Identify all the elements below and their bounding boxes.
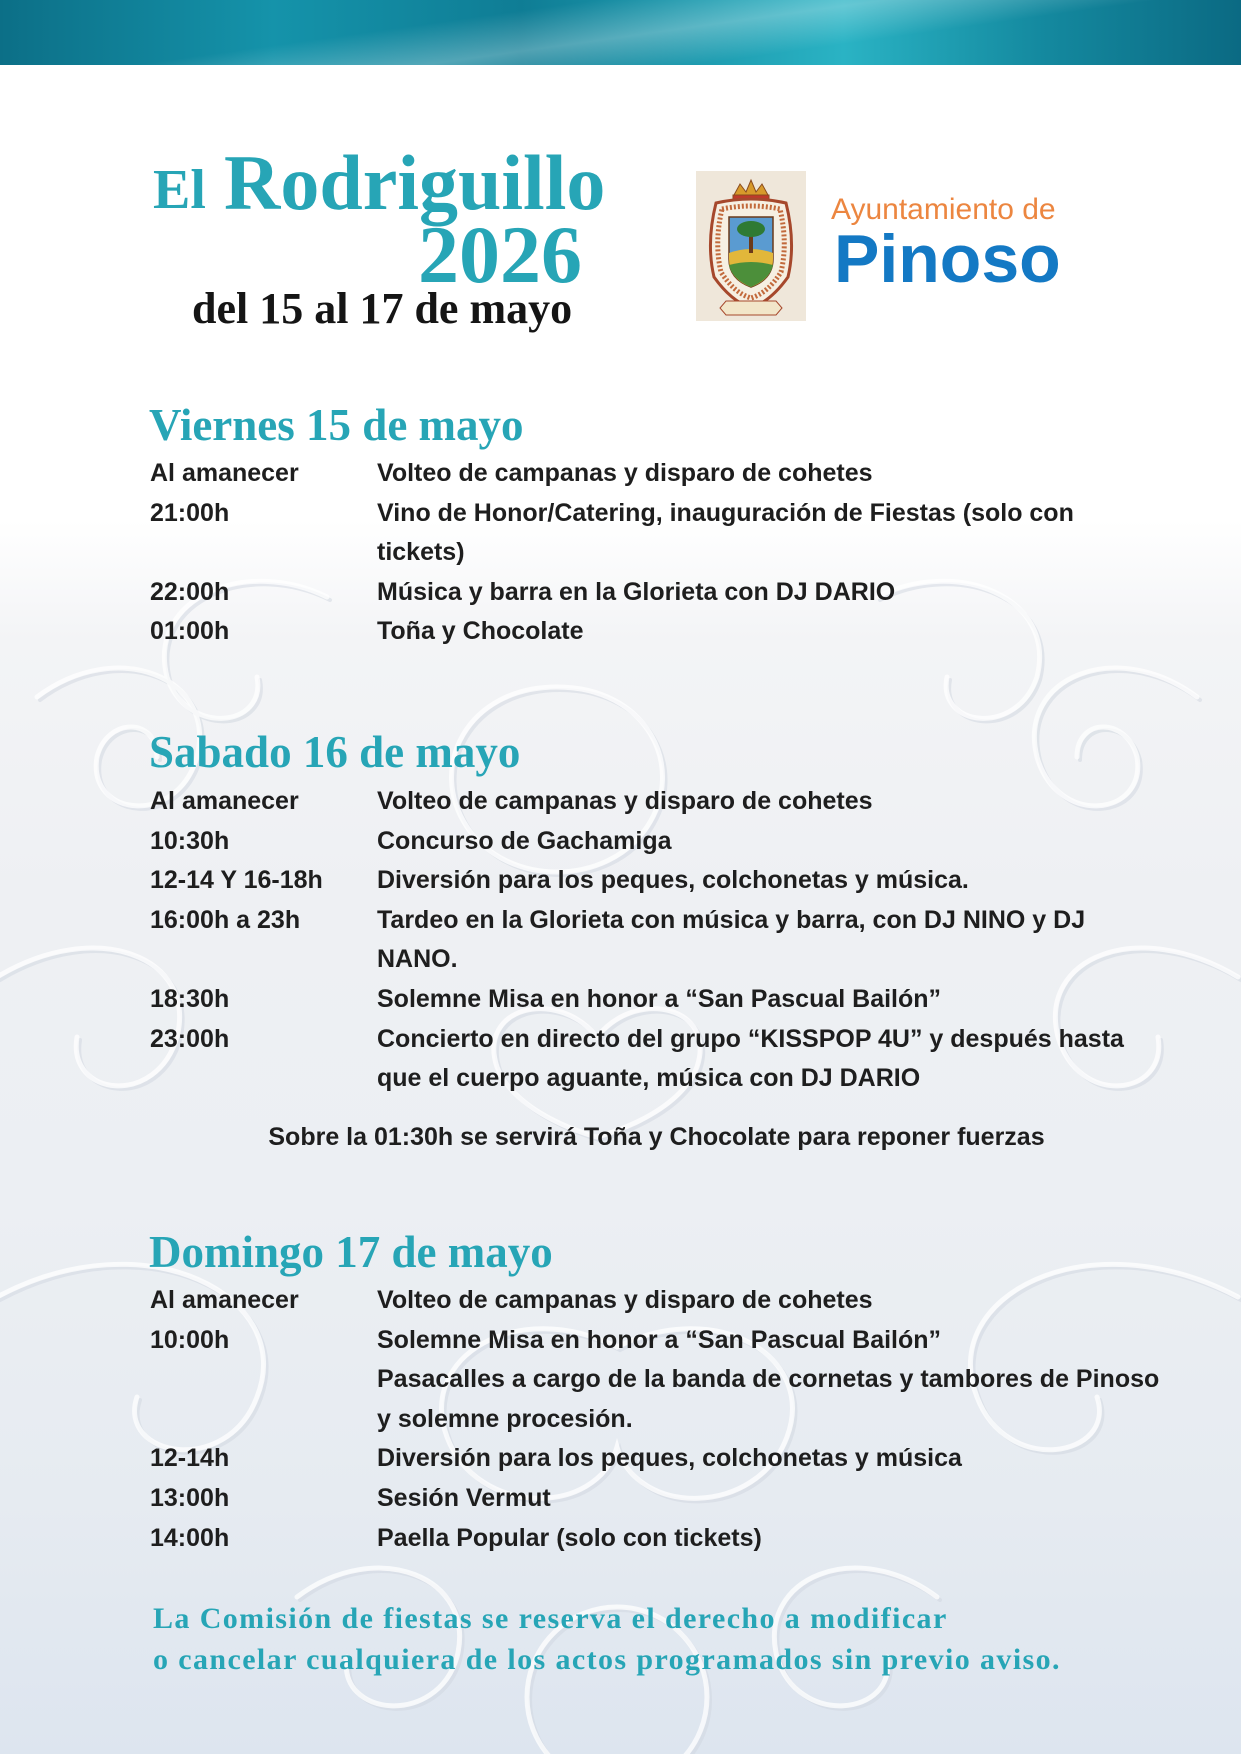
- event-year: 2026: [418, 209, 582, 300]
- event-row: [150, 1321, 1163, 1361]
- event-description-line: Música y barra en la Glorieta con DJ DARIO: [377, 577, 896, 606]
- event-description: [377, 1281, 1163, 1321]
- event-description-line: Tardeo en la Glorieta con música y barra, con DJ NINO y DJ: [377, 905, 1086, 934]
- event-description: [377, 573, 1163, 613]
- event-row: [150, 980, 1163, 1020]
- event-description-line: Concurso de Gachamiga: [377, 826, 672, 855]
- event-description: [377, 1321, 1163, 1361]
- event-description: [377, 494, 1163, 573]
- event-time: 12-14 Y 16-18h: [150, 866, 323, 895]
- event-description: [377, 454, 1163, 494]
- day-heading-sunday: Domingo 17 de mayo: [149, 1227, 553, 1277]
- event-time: 21:00h: [150, 498, 230, 527]
- event-description: [377, 782, 1163, 822]
- event-description-line: tickets): [377, 538, 465, 567]
- footer-disclaimer-line: La Comisión de fiestas se reserva el derecho a modificar: [153, 1602, 948, 1635]
- event-time: 10:30h: [150, 826, 230, 855]
- event-row: [150, 901, 1163, 980]
- footer-disclaimer: [153, 1598, 1061, 1680]
- event-description-line: Solemne Misa en honor a “San Pascual Bailón”: [377, 1325, 942, 1354]
- event-row: [150, 782, 1163, 822]
- event-description: [377, 861, 1163, 901]
- event-description: [377, 822, 1163, 862]
- saturday-events: [150, 782, 1163, 1099]
- event-row: [150, 1439, 1163, 1479]
- event-time: 01:00h: [150, 617, 230, 646]
- event-description: [377, 1439, 1163, 1479]
- event-description: [377, 1479, 1163, 1519]
- top-banner: [0, 0, 1241, 65]
- event-description: [377, 1519, 1163, 1559]
- event-row: [150, 1479, 1163, 1519]
- event-time: [150, 1360, 377, 1439]
- event-description-line: Paella Popular (solo con tickets): [377, 1523, 762, 1552]
- event-description-line: NANO.: [377, 945, 458, 974]
- event-description-line: Solemne Misa en honor a “San Pascual Bailón”: [377, 984, 942, 1013]
- event-row: [150, 494, 1163, 573]
- event-description-line: Volteo de campanas y disparo de cohetes: [377, 787, 873, 815]
- event-description-line: Toña y Chocolate: [377, 617, 584, 646]
- sunday-events: [150, 1281, 1163, 1558]
- event-time: 10:00h: [150, 1325, 230, 1354]
- footer-disclaimer-line: o cancelar cualquiera de los actos programados sin previo aviso.: [153, 1643, 1061, 1676]
- event-description-line: Diversión para los peques, colchonetas y música.: [377, 866, 969, 895]
- saturday-note: Sobre la 01:30h se servirá Toña y Chocolate para reponer fuerzas: [268, 1123, 1045, 1151]
- event-description-line: Volteo de campanas y disparo de cohetes: [377, 1286, 873, 1314]
- event-time: Al amanecer: [150, 459, 299, 487]
- event-description-line: Volteo de campanas y disparo de cohetes: [377, 459, 873, 487]
- event-row: [150, 822, 1163, 862]
- event-description: [377, 980, 1163, 1020]
- event-description-line: Concierto en directo del grupo “KISSPOP 4U” y después hasta: [377, 1024, 1124, 1053]
- event-dates: del 15 al 17 de mayo: [192, 284, 573, 333]
- event-row: [150, 454, 1163, 494]
- logo-ayuntamiento-text: Ayuntamiento de: [831, 193, 1056, 226]
- event-description-line: Vino de Honor/Catering, inauguración de Fiestas (solo con: [377, 498, 1074, 527]
- event-title-article: El: [153, 159, 206, 221]
- event-description-line: que el cuerpo aguante, música con DJ DARIO: [377, 1064, 921, 1093]
- event-description: [377, 901, 1163, 980]
- event-description-line: Diversión para los peques, colchonetas y música: [377, 1444, 962, 1473]
- event-time: Al amanecer: [150, 1286, 299, 1314]
- event-time: 13:00h: [150, 1483, 230, 1512]
- friday-events: [150, 454, 1163, 652]
- event-time: 14:00h: [150, 1523, 230, 1552]
- event-row: [150, 1281, 1163, 1321]
- event-time: 12-14h: [150, 1444, 230, 1473]
- event-title-name: Rodriguillo: [224, 139, 606, 226]
- event-row: [150, 612, 1163, 652]
- event-row: [150, 861, 1163, 901]
- event-time: 23:00h: [150, 1024, 230, 1053]
- event-time: 16:00h a 23h: [150, 905, 301, 934]
- event-row: [150, 1020, 1163, 1099]
- event-description-line: Sesión Vermut: [377, 1483, 551, 1512]
- coat-of-arms-icon: [696, 171, 806, 321]
- event-row: [150, 1519, 1163, 1559]
- event-row: [150, 1360, 1163, 1439]
- event-time: 22:00h: [150, 577, 230, 606]
- day-heading-saturday: Sabado 16 de mayo: [149, 727, 521, 777]
- event-row: [150, 573, 1163, 613]
- day-heading-friday: Viernes 15 de mayo: [149, 400, 524, 450]
- event-time: Al amanecer: [150, 787, 299, 815]
- event-time: 18:30h: [150, 984, 230, 1013]
- event-description-line: y solemne procesión.: [377, 1404, 633, 1433]
- event-description: [377, 612, 1163, 652]
- event-description: [377, 1360, 1163, 1439]
- logo-pinoso-text: Pinoso: [834, 221, 1061, 297]
- event-description: [377, 1020, 1163, 1099]
- event-description-line: Pasacalles a cargo de la banda de cornetas y tambores de Pinoso: [377, 1365, 1160, 1394]
